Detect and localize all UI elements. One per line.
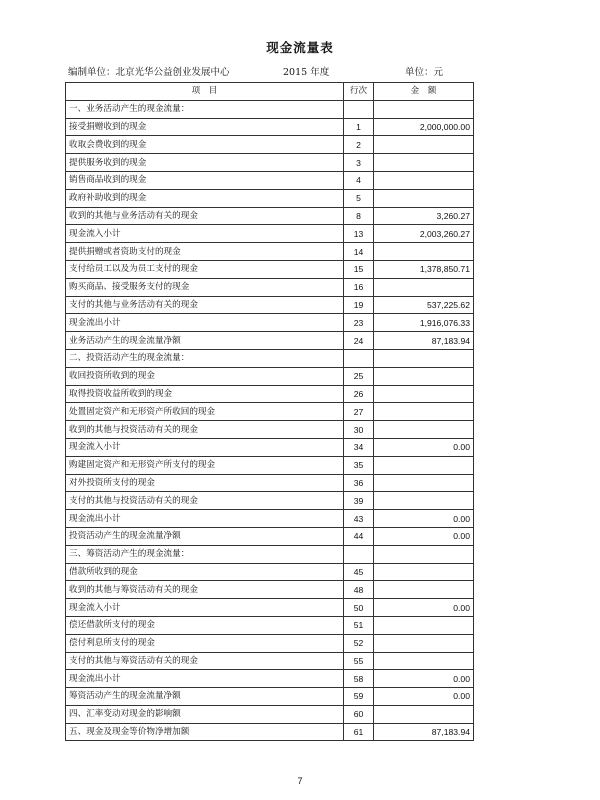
row-label: 现金流出小计: [66, 314, 344, 332]
row-amount: [374, 581, 474, 599]
row-label: 处置固定资产和无形资产所收回的现金: [66, 403, 344, 421]
column-header-amount: 金 额: [374, 83, 474, 101]
table-row: [66, 278, 474, 296]
row-amount: [374, 367, 474, 385]
row-amount: [374, 100, 474, 118]
row-amount: 1,916,076.33: [374, 314, 474, 332]
row-amount: 0.00: [374, 688, 474, 706]
table-row: [66, 189, 474, 207]
table-row: [66, 652, 474, 670]
row-label: 销售商品收到的现金: [66, 171, 344, 189]
table-row: [66, 474, 474, 492]
row-label: 现金流入小计: [66, 599, 344, 617]
row-amount: [374, 243, 474, 261]
row-line-number: 24: [344, 332, 374, 350]
row-amount: [374, 278, 474, 296]
table-row: [66, 154, 474, 172]
row-line-number: 60: [344, 705, 374, 723]
row-label: 政府补助收到的现金: [66, 189, 344, 207]
row-amount: [374, 474, 474, 492]
table-row: [66, 723, 474, 741]
row-line-number: 27: [344, 403, 374, 421]
row-label: 购建固定资产和无形资产所支付的现金: [66, 456, 344, 474]
table-row: [66, 705, 474, 723]
row-amount: [374, 349, 474, 367]
row-line-number: 4: [344, 171, 374, 189]
row-label: 五、现金及现金等价物净增加额: [66, 723, 344, 741]
row-line-number: 50: [344, 599, 374, 617]
row-line-number: 16: [344, 278, 374, 296]
table-row: [66, 243, 474, 261]
table-row: [66, 100, 474, 118]
org-label: 编制单位：北京光华公益创业发展中心: [68, 67, 230, 78]
row-line-number: 44: [344, 527, 374, 545]
row-line-number: 43: [344, 510, 374, 528]
row-amount: 2,000,000.00: [374, 118, 474, 136]
row-line-number: 61: [344, 723, 374, 741]
table-row: [66, 545, 474, 563]
row-line-number: 52: [344, 634, 374, 652]
row-line-number: 13: [344, 225, 374, 243]
row-amount: 0.00: [374, 599, 474, 617]
row-amount: [374, 563, 474, 581]
column-header-line: 行次: [344, 83, 374, 101]
table-row: [66, 616, 474, 634]
row-label: 提供服务收到的现金: [66, 154, 344, 172]
row-label: 支付的其他与业务活动有关的现金: [66, 296, 344, 314]
page-title: 现金流量表: [266, 40, 334, 55]
row-label: 收取会费收到的现金: [66, 136, 344, 154]
row-line-number: 25: [344, 367, 374, 385]
table-row: [66, 171, 474, 189]
row-amount: [374, 385, 474, 403]
cash-flow-table: [65, 82, 474, 741]
row-line-number: 14: [344, 243, 374, 261]
row-label: 现金流入小计: [66, 225, 344, 243]
row-line-number: 39: [344, 492, 374, 510]
row-amount: 0.00: [374, 527, 474, 545]
table-row: [66, 136, 474, 154]
row-label: 四、汇率变动对现金的影响额: [66, 705, 344, 723]
row-amount: [374, 634, 474, 652]
row-line-number: 8: [344, 207, 374, 225]
table-row: [66, 332, 474, 350]
row-amount: [374, 545, 474, 563]
row-line-number: 34: [344, 438, 374, 456]
row-label: 收到的其他与筹资活动有关的现金: [66, 581, 344, 599]
row-line-number: [344, 349, 374, 367]
row-label: 三、筹资活动产生的现金流量：: [66, 545, 344, 563]
year-label: 2015 年度: [283, 67, 330, 78]
row-label: 筹资活动产生的现金流量净额: [66, 688, 344, 706]
table-row: [66, 349, 474, 367]
row-amount: 0.00: [374, 670, 474, 688]
table-row: [66, 527, 474, 545]
table-row: [66, 225, 474, 243]
table-row: [66, 385, 474, 403]
row-label: 借款所收到的现金: [66, 563, 344, 581]
row-amount: [374, 652, 474, 670]
row-amount: [374, 616, 474, 634]
table-row: [66, 403, 474, 421]
table-row: [66, 599, 474, 617]
row-amount: [374, 456, 474, 474]
row-label: 对外投资所支付的现金: [66, 474, 344, 492]
row-line-number: 15: [344, 260, 374, 278]
row-line-number: 59: [344, 688, 374, 706]
table-row: [66, 563, 474, 581]
table-row: [66, 421, 474, 439]
row-line-number: [344, 100, 374, 118]
row-amount: 537,225.62: [374, 296, 474, 314]
table-row: [66, 670, 474, 688]
row-line-number: 36: [344, 474, 374, 492]
row-label: 购买商品、接受服务支付的现金: [66, 278, 344, 296]
table-row: [66, 634, 474, 652]
row-label: 现金流入小计: [66, 438, 344, 456]
table-row: [66, 296, 474, 314]
row-line-number: [344, 545, 374, 563]
table-row: [66, 438, 474, 456]
row-amount: 87,183.94: [374, 332, 474, 350]
row-line-number: 26: [344, 385, 374, 403]
row-label: 现金流出小计: [66, 510, 344, 528]
table-row: [66, 492, 474, 510]
row-line-number: 55: [344, 652, 374, 670]
row-line-number: 5: [344, 189, 374, 207]
row-label: 提供捐赠或者资助支付的现金: [66, 243, 344, 261]
table-row: [66, 207, 474, 225]
table-row: [66, 260, 474, 278]
row-amount: [374, 403, 474, 421]
table-row: [66, 510, 474, 528]
row-label: 收到的其他与业务活动有关的现金: [66, 207, 344, 225]
row-line-number: 30: [344, 421, 374, 439]
table-row: [66, 581, 474, 599]
row-label: 支付的其他与投资活动有关的现金: [66, 492, 344, 510]
table-row: [66, 314, 474, 332]
row-amount: 2,003,260.27: [374, 225, 474, 243]
row-amount: [374, 154, 474, 172]
row-amount: 0.00: [374, 438, 474, 456]
row-line-number: 48: [344, 581, 374, 599]
column-header-item: 项 目: [66, 83, 344, 101]
page-number: 7: [297, 776, 303, 786]
table-row: [66, 367, 474, 385]
row-line-number: 3: [344, 154, 374, 172]
row-amount: [374, 189, 474, 207]
table-header-row: [66, 83, 474, 101]
row-label: 一、业务活动产生的现金流量：: [66, 100, 344, 118]
row-label: 投资活动产生的现金流量净额: [66, 527, 344, 545]
row-line-number: 19: [344, 296, 374, 314]
row-amount: [374, 421, 474, 439]
row-label: 业务活动产生的现金流量净额: [66, 332, 344, 350]
row-line-number: 51: [344, 616, 374, 634]
row-amount: 3,260.27: [374, 207, 474, 225]
row-amount: [374, 171, 474, 189]
row-line-number: 58: [344, 670, 374, 688]
row-line-number: 2: [344, 136, 374, 154]
row-line-number: 45: [344, 563, 374, 581]
row-amount: [374, 492, 474, 510]
row-label: 二、投资活动产生的现金流量：: [66, 349, 344, 367]
row-label: 支付给员工以及为员工支付的现金: [66, 260, 344, 278]
row-amount: 87,183.94: [374, 723, 474, 741]
table-row: [66, 456, 474, 474]
row-amount: [374, 705, 474, 723]
table-row: [66, 688, 474, 706]
row-label: 收回投资所收到的现金: [66, 367, 344, 385]
row-line-number: 35: [344, 456, 374, 474]
row-label: 取得投资收益所收到的现金: [66, 385, 344, 403]
unit-label: 单位：元: [405, 67, 444, 78]
row-amount: 1,378,850.71: [374, 260, 474, 278]
row-amount: [374, 136, 474, 154]
row-amount: 0.00: [374, 510, 474, 528]
row-line-number: 1: [344, 118, 374, 136]
table-row: [66, 118, 474, 136]
row-label: 偿还借款所支付的现金: [66, 616, 344, 634]
row-label: 接受捐赠收到的现金: [66, 118, 344, 136]
row-line-number: 23: [344, 314, 374, 332]
row-label: 支付的其他与筹资活动有关的现金: [66, 652, 344, 670]
row-label: 收到的其他与投资活动有关的现金: [66, 421, 344, 439]
row-label: 偿付利息所支付的现金: [66, 634, 344, 652]
row-label: 现金流出小计: [66, 670, 344, 688]
